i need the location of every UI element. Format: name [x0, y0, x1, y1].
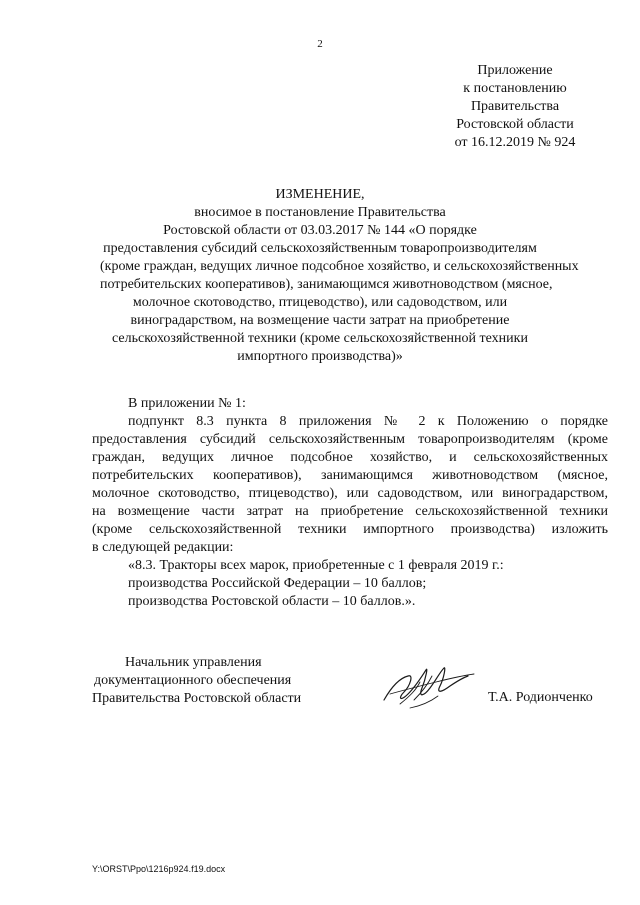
attachment-line: Приложение	[477, 63, 553, 78]
signatory-position-line: документационного обеспечения	[94, 673, 292, 688]
document-body	[92, 395, 608, 611]
document-heading	[100, 186, 579, 366]
page-number: 2	[317, 38, 323, 50]
body-paragraph-line: в следующей редакции:	[92, 540, 234, 555]
signatory-position	[92, 654, 332, 708]
body-quote-line: «8.3. Тракторы всех марок, приобретенные с 1 февраля 2019 г.:	[128, 558, 504, 573]
attachment-line: Ростовской области	[456, 117, 574, 132]
body-paragraph-line: потребительских кооперативов), занимающимся животноводством (мясное,	[92, 468, 608, 483]
body-paragraph-line: (кроме сельскохозяйственной техники импортного производства) изложить	[92, 522, 608, 537]
heading-line: молочное скотоводство, птицеводство), или садоводством, или	[132, 295, 508, 310]
heading-line: вносимое в постановление Правительства	[194, 205, 446, 220]
body-intro: В приложении № 1:	[128, 396, 246, 411]
heading-line: Ростовской области от 03.03.2017 № 144 «О порядке	[163, 223, 477, 238]
handwritten-signature	[370, 656, 480, 712]
signer-name: Т.А. Родионченко	[488, 690, 593, 705]
heading-line: виноградарством, на возмещение части затрат на приобретение	[130, 313, 510, 328]
signatory-position-line: Начальник управления	[125, 655, 262, 670]
heading-line: сельскохозяйственной техники (кроме сельскохозяйственной техники	[112, 331, 528, 346]
attachment-line: от 16.12.2019 № 924	[454, 135, 576, 150]
heading-title: ИЗМЕНЕНИЕ,	[275, 187, 365, 202]
signatory-position-line: Правительства Ростовской области	[92, 691, 302, 706]
attachment-line: Правительства	[470, 99, 560, 114]
body-quote-line: производства Российской Федерации – 10 баллов;	[128, 576, 427, 591]
body-paragraph-line: подпункт 8.3 пункта 8 приложения № 2 к Положению о порядке	[128, 414, 608, 429]
body-quote-line: производства Ростовской области – 10 баллов.».	[128, 594, 416, 609]
body-paragraph-line: молочное скотоводство, птицеводство), или садоводством, или виноградарством,	[92, 486, 608, 501]
heading-line: потребительских кооперативов), занимающимся животноводством (мясное,	[100, 277, 553, 292]
body-paragraph-line: на возмещение части затрат на приобретение сельскохозяйственной техники	[92, 504, 608, 519]
heading-line: импортного производства)»	[237, 349, 403, 364]
body-paragraph-line: предоставления субсидий сельскохозяйственным товаропроизводителям (кроме	[92, 432, 608, 447]
heading-line: (кроме граждан, ведущих личное подсобное хозяйство, и сельскохозяйственных	[100, 259, 579, 274]
attachment-block	[430, 62, 600, 152]
heading-line: предоставления субсидий сельскохозяйственным товаропроизводителям	[103, 241, 537, 256]
file-path-footer: Y:\ORST\Ppo\1216p924.f19.docx	[92, 864, 226, 874]
attachment-line: к постановлению	[463, 81, 567, 96]
body-paragraph-line: граждан, ведущих личное подсобное хозяйство, и сельскохозяйственных	[92, 450, 608, 465]
